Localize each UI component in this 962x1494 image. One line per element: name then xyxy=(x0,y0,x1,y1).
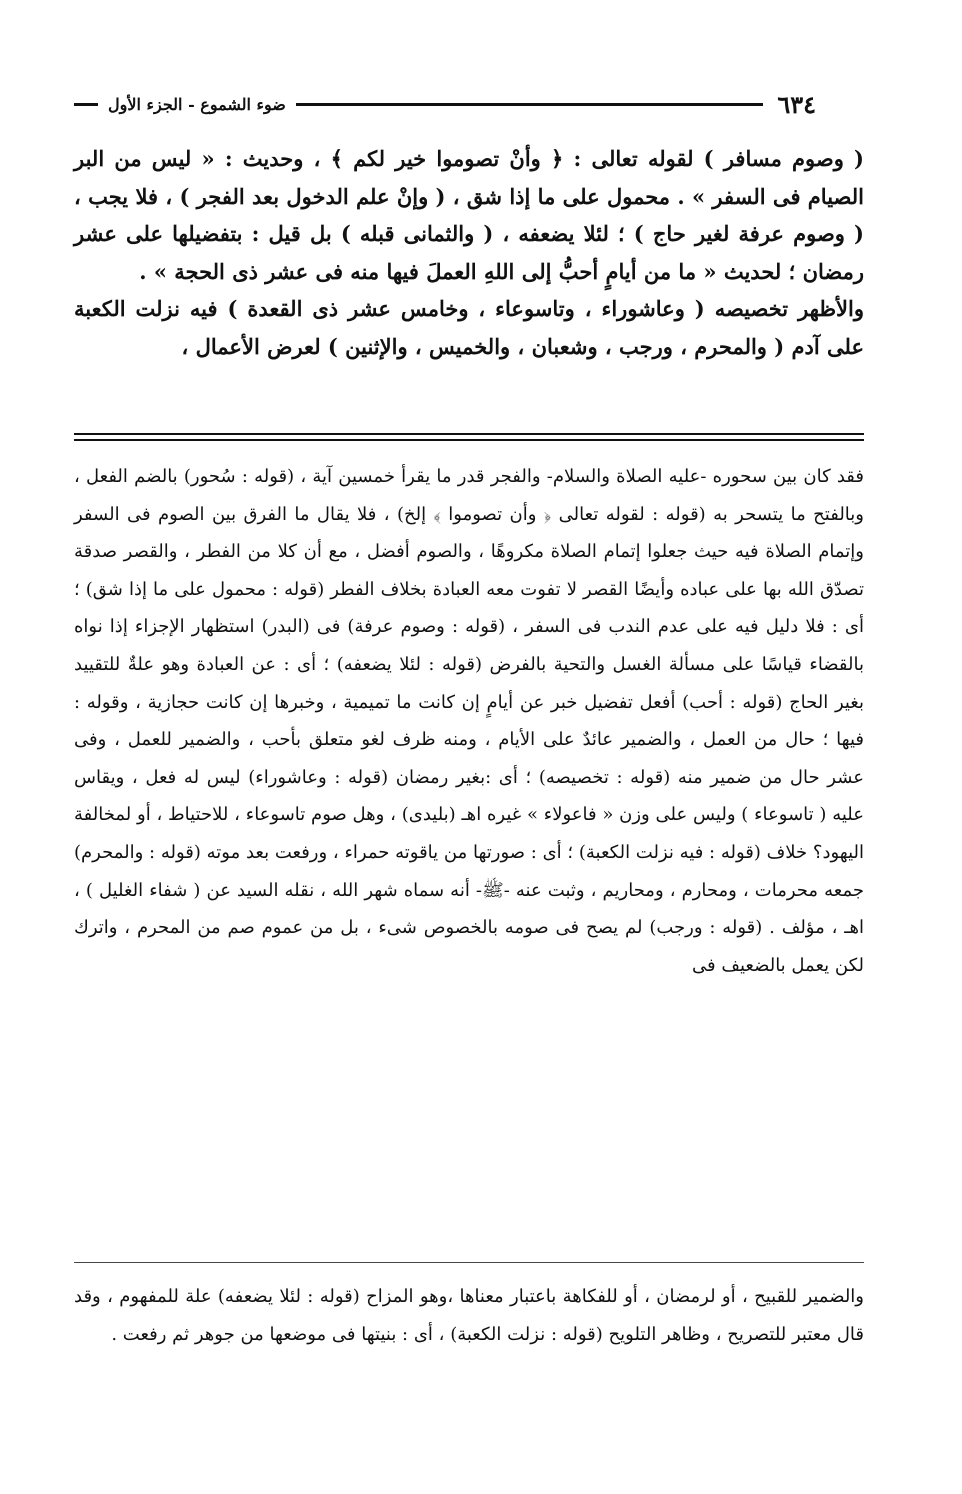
main-paragraph: ( وصوم مسافر ) لقوله تعالى : ﴿ وأنْ تصوموا خير لكم ﴾ ، وحديث : « ليس من البر الصيام فى السفر » . محمول على ما إذا شق ، ( وإنْ علم الدخول بعد الفجر ) ، فلا يجب ، ( وصوم عرفة لغير حاج ) ؛ لئلا يضعفه ، ( والثمانى قبله ) بل قيل : بتفضيلها على عشر رمضان ؛ لحديث « ما من أيامٍ أحبُّ إلى اللهِ العملَ فيها منه فى عشر ذى الحجة » . xyxy=(74,146,864,284)
main-text xyxy=(74,140,864,365)
commentary-text xyxy=(74,458,864,984)
commentary-paragraph: فقد كان بين سحوره -عليه الصلاة والسلام- والفجر قدر ما يقرأ خمسين آية ، (قوله : سُحور) بالضم الفعل ، وبالفتح ما يتسحر به (قوله : لقوله تعالى ﴿ وأن تصوموا ﴾ إلخ) ، فلا يقال ما الفرق بين الصوم فى السفر وإتمام الصلاة فيه حيث جعلوا إتمام الصلاة مكروهًا ، والصوم أفضل ، مع أن كلا من الفطر ، والقصر صدقة تصدّق الله بها على عباده وأيضًا القصر لا تفوت معه العبادة بخلاف الفطر (قوله : محمول على ما إذا شق) ؛ أى : فلا دليل فيه على عدم الندب فى السفر ، (قوله : وصوم عرفة) فى (البدر) استظهار الإجزاء إذا نواه بالقضاء قياسًا على مسألة الغسل والتحية بالفرض (قوله : لئلا يضعفه) ؛ أى : عن العبادة وهو علةٌ للتقييد بغير الحاج (قوله : أحب) أفعل تفضيل خبر عن أيامٍ إن كانت ما تميمية ، وخبرها إن كانت حجازية ، وقوله : فيها ؛ حال من العمل ، والضمير عائدٌ على الأيام ، ومنه ظرف لغو متعلق بأحب ، والضمير للعمل ، وفى عشر حال من ضمير منه (قوله : تخصيصه) ؛ أى :بغير رمضان (قوله : وعاشوراء) ليس له فعل ، ويقاس عليه ( تاسوعاء ) وليس على وزن « فاعولاء » غيره اهـ (بليدى) ، وهل صوم تاسوعاء ، للاحتياط ، أو لمخالفة اليهود؟ خلاف (قوله : فيه نزلت الكعبة) ؛ أى : صورتها من ياقوته حمراء ، ورفعت بعد موته (قوله : والمحرم) جمعه محرمات ، ومحارم ، ومحاريم ، وثبت عنه -ﷺ- أنه سماه شهر الله ، نقله السيد عن ( شفاء الغليل ) ، اهـ ، مؤلف . (قوله : ورجب) لم يصح فى صومه بالخصوص شىء ، بل من عموم صم من المحرم ، واترك لكن يعمل بالضعيف فى xyxy=(74,466,865,976)
main-paragraph: والأظهر تخصيصه ( وعاشوراء ، وتاسوعاء ، وخامس عشر ذى القعدة ) فيه نزلت الكعبة على آدم ( والمحرم ، ورجب ، وشعبان ، والخميس ، والإثنين ) لعرض الأعمال ، xyxy=(74,296,864,359)
footnote-paragraph: والضمير للقبيح ، أو لرمضان ، أو للفكاهة باعتبار معناها ،وهو المزاح (قوله : لئلا يضعفه) علة للمفهوم ، وقد قال معتبر للتصريح ، وظاهر التلويح (قوله : نزلت الكعبة) ، أى : بنيتها فى موضعها من جوهر ثم رفعت . xyxy=(74,1286,864,1345)
header-rule xyxy=(296,103,763,106)
page-number: ٦٣٤ xyxy=(777,89,816,119)
footnote-divider xyxy=(74,1262,864,1263)
running-title: ضوء الشموع - الجزء الأول xyxy=(108,94,286,114)
header-rule-end xyxy=(74,103,98,106)
section-divider xyxy=(74,433,864,443)
running-header xyxy=(74,84,864,124)
footnote-text xyxy=(74,1278,864,1353)
